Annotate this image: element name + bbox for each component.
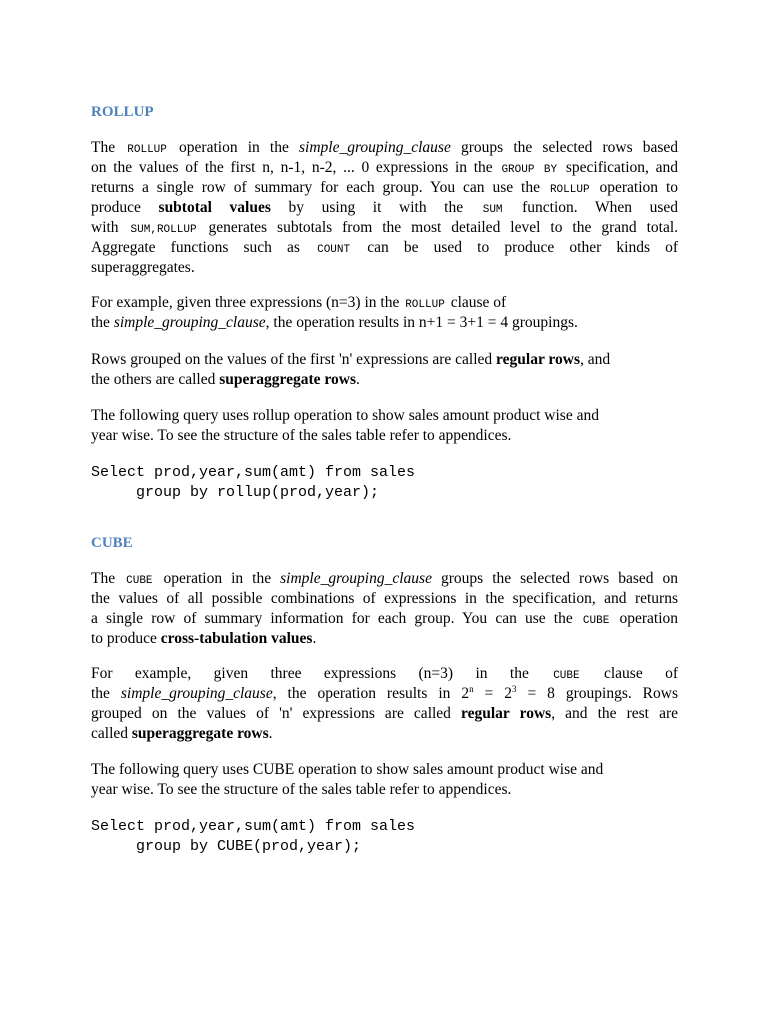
text-line: the simple_grouping_clause, the operation results in n+1 = 3+1 = 4 groupings. bbox=[91, 314, 578, 331]
text-line: the simple_grouping_clause, the operation results in $2^n = 2^3 = 8$ groupings. Rows bbox=[91, 684, 678, 702]
rollup-heading: ROLLUP bbox=[91, 104, 154, 120]
cube-paragraph-1 bbox=[91, 569, 678, 649]
cube-heading: CUBE bbox=[91, 535, 133, 551]
text-line: the values of all possible combinations of expressions in the specification, and returns bbox=[91, 590, 678, 607]
text-line: The following query uses CUBE operation to show sales amount product wise and bbox=[91, 761, 604, 778]
text-line: year wise. To see the structure of the sales table refer to appendices. bbox=[91, 427, 512, 444]
text-line: called superaggregate rows. bbox=[91, 725, 273, 742]
text-line: to produce cross-tabulation values. bbox=[91, 630, 317, 647]
text-line: For example, given three expressions (n=3) in the CUBE clause of bbox=[91, 665, 678, 682]
text-line: grouped on the values of 'n' expressions are called regular rows, and the rest are bbox=[91, 705, 678, 722]
text-line: The ROLLUP operation in the simple_grouping_clause groups the selected rows based bbox=[91, 139, 679, 156]
text-line: on the values of the first n, n-1, n-2, ... 0 expressions in the GROUP BY specification, and bbox=[91, 159, 679, 176]
text-line: For example, given three expressions (n=3) in the ROLLUP clause of bbox=[91, 294, 507, 311]
cube-code-block bbox=[91, 817, 415, 857]
text-line: produce subtotal values by using it with the SUM function. When used bbox=[91, 199, 679, 216]
text-line: the others are called superaggregate rows. bbox=[91, 371, 360, 388]
rollup-code-block bbox=[91, 463, 415, 503]
text-line: returns a single row of summary for each group. You can use the ROLLUP operation to bbox=[91, 179, 679, 196]
rollup-paragraph-2 bbox=[91, 293, 678, 333]
text-line: with SUM,ROLLUP generates subtotals from the most detailed level to the grand total. bbox=[91, 219, 679, 236]
text-line: The CUBE operation in the simple_grouping_clause groups the selected rows based on bbox=[91, 570, 679, 587]
rollup-paragraph-4 bbox=[91, 406, 678, 446]
text-line: a single row of summary information for each group. You can use the CUBE operation bbox=[91, 610, 679, 627]
code-line: group by CUBE(prod,year); bbox=[91, 838, 362, 855]
rollup-paragraph-3 bbox=[91, 350, 678, 390]
cube-paragraph-3 bbox=[91, 760, 678, 800]
code-line: Select prod,year,sum(amt) from sales bbox=[91, 464, 416, 481]
text-line: Aggregate functions such as COUNT can be used to produce other kinds of bbox=[91, 239, 679, 256]
text-line: The following query uses rollup operation to show sales amount product wise and bbox=[91, 407, 599, 424]
code-line: group by rollup(prod,year); bbox=[91, 484, 380, 501]
cube-paragraph-2 bbox=[91, 664, 678, 744]
code-line: Select prod,year,sum(amt) from sales bbox=[91, 818, 416, 835]
text-line: Rows grouped on the values of the first 'n' expressions are called regular rows, and bbox=[91, 351, 611, 368]
text-line: superaggregates. bbox=[91, 259, 195, 276]
rollup-paragraph-1 bbox=[91, 138, 678, 278]
text-line: year wise. To see the structure of the sales table refer to appendices. bbox=[91, 781, 512, 798]
